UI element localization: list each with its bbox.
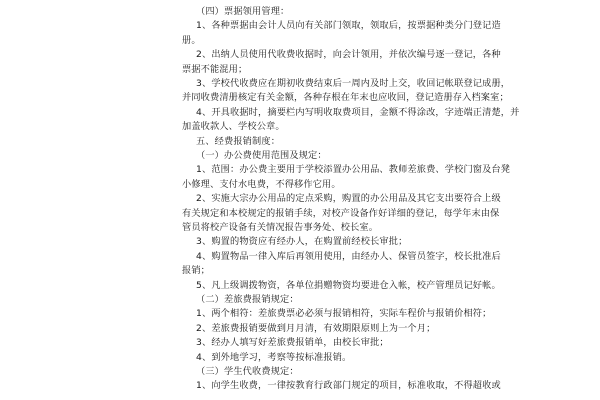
text-line: 小修理、支付水电费，不得移作它用。	[182, 178, 341, 190]
text-line: 2、差旅费报销要做到月月清，有效期限原则上为一个月；	[196, 322, 436, 334]
text-line: 2、实施大宗办公用品的定点采购，购置的办公用品及其它支出要符合上级	[196, 193, 501, 205]
text-line: 4、到外地学习，考察等按标准报销。	[196, 351, 352, 363]
text-line: 管员将校产设备有关情况报告事务处、校长室。	[182, 222, 379, 233]
text-line: 5、凡上级调拨物资，各单位捐赠物资均要进仓入帐，校产管理员记好帐。	[196, 279, 501, 291]
section-heading: （四）票据领用管理：	[196, 6, 290, 17]
text-line: 4、购置物品一律入库后再领用使用，由经办人、保管员签字，校长批准后	[196, 250, 501, 262]
text-line: 1、各种票据由会计人员向有关部门领取，领取后，按票据种类分门登记造	[196, 20, 501, 32]
text-line: 3、学校代收费应在期初收费结束后一周内及时上交，收回记帐联登记成册，	[196, 78, 511, 89]
section-heading: （一）办公费使用范围及规定：	[196, 150, 327, 161]
text-line: 4、开具收据时，摘要栏内写明收取费项目，金额不得涂改，字迹端正清楚，并	[196, 106, 520, 118]
section-heading: （二）差旅费报销规定：	[196, 294, 299, 305]
section-heading: 五、经费报销制度：	[196, 135, 281, 147]
section-heading: （三）学生代收费规定：	[196, 366, 299, 377]
text-line: 3、经办人填写好差旅费报销单，由校长审批；	[196, 337, 389, 349]
text-line: 并同收费清册核定有关金额，各种存根在年末也应收回，登记造册存入档案室；	[182, 92, 509, 104]
text-line: 加盖收款人、学校公章。	[182, 121, 285, 133]
text-line: 有关规定和本校规定的报销手续，对校产设备作好详细的登记，每学年末由保	[182, 207, 500, 219]
text-line: 1、向学生收费，一律按教育行政部门规定的项目，标准收取，不得超收或	[196, 380, 501, 392]
text-line: 报销；	[182, 265, 211, 277]
text-line: 3、购置的物资应有经办人，在购置前经校长审批；	[196, 236, 408, 248]
text-line: 2、出纳人员使用代收费收据时，向会计领用，并依次编号逐一登记，各种	[196, 49, 501, 61]
text-line: 票据不能混用；	[182, 63, 248, 75]
text-line: 1、范围：办公费主要用于学校添置办公用品、教师差旅费、学校门窗及台凳	[196, 164, 511, 176]
text-line: 册。	[182, 34, 201, 46]
text-line: 1、两个相符：差旅费票必必须与报销相符，实际车程价与报销价相符；	[196, 308, 492, 320]
